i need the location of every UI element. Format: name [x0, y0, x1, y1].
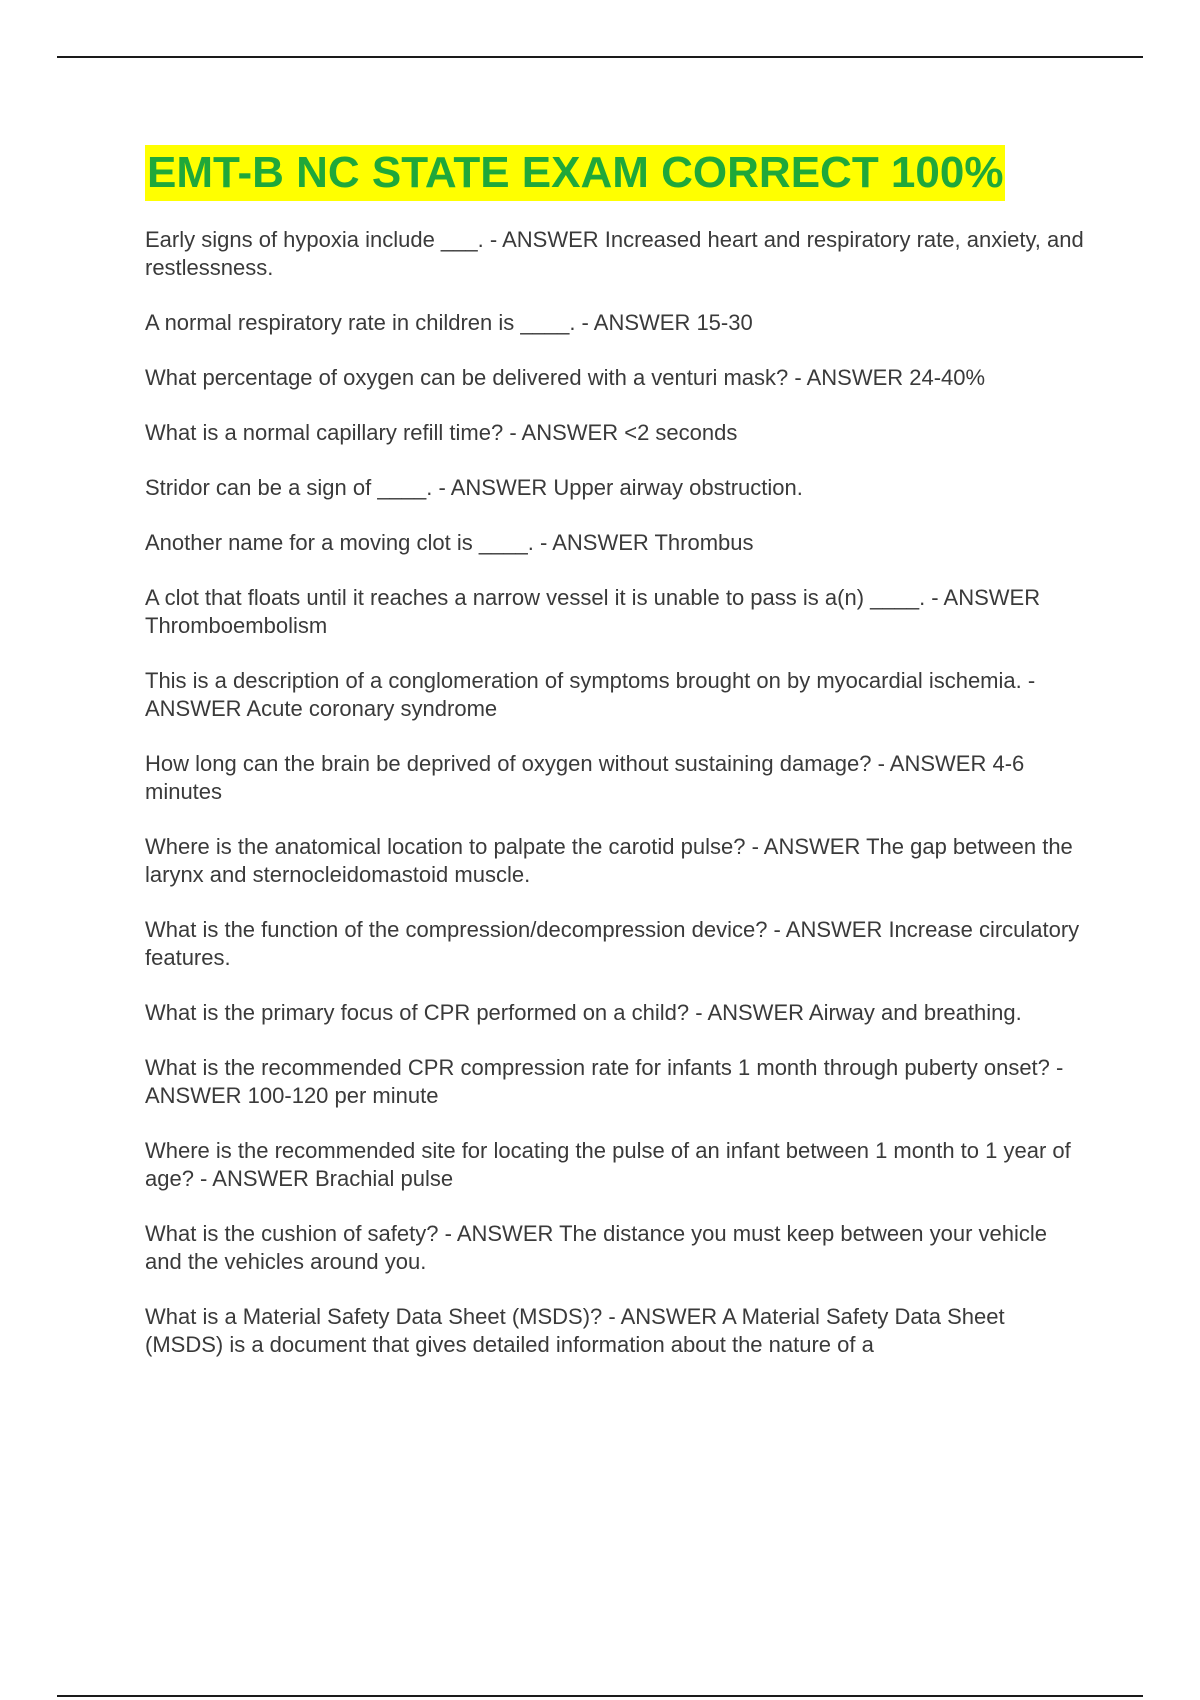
qa-item: Another name for a moving clot is ____. - ANSWER Thrombus — [145, 530, 754, 555]
document-title: EMT-B NC STATE EXAM CORRECT 100% — [145, 145, 1005, 201]
header-rule — [57, 56, 1143, 58]
qa-item: What is the recommended CPR compression rate for infants 1 month through puberty onset? - ANSWER 100-120 per minute — [145, 1055, 1064, 1108]
qa-item: What is a normal capillary refill time? - ANSWER <2 seconds — [145, 420, 738, 445]
qa-item: A normal respiratory rate in children is ____. - ANSWER 15-30 — [145, 310, 753, 335]
qa-item: Where is the recommended site for locating the pulse of an infant between 1 month to 1 year of age? - ANSWER Brachial pulse — [145, 1138, 1071, 1191]
qa-item: Early signs of hypoxia include ___. - ANSWER Increased heart and respiratory rate, anxiety, and restlessness. — [145, 227, 1084, 280]
qa-item: What is the function of the compression/decompression device? - ANSWER Increase circulatory features. — [145, 917, 1080, 970]
qa-item: What is a Material Safety Data Sheet (MSDS)? - ANSWER A Material Safety Data Sheet (MSDS) is a document that gives detailed information about the nature of a — [145, 1304, 1005, 1357]
qa-item: A clot that floats until it reaches a narrow vessel it is unable to pass is a(n) ____. - ANSWER Thromboembolism — [145, 585, 1041, 638]
qa-item: What is the cushion of safety? - ANSWER The distance you must keep between your vehicle and the vehicles around you. — [145, 1221, 1048, 1274]
qa-list — [145, 226, 1085, 1359]
qa-item: What is the primary focus of CPR performed on a child? - ANSWER Airway and breathing. — [145, 1000, 1022, 1025]
document-body — [145, 145, 1085, 1386]
qa-item: What percentage of oxygen can be delivered with a venturi mask? - ANSWER 24-40% — [145, 365, 986, 390]
qa-item: Stridor can be a sign of ____. - ANSWER Upper airway obstruction. — [145, 475, 803, 500]
qa-item: Where is the anatomical location to palpate the carotid pulse? - ANSWER The gap between the larynx and sternocleidomastoid muscle. — [145, 834, 1073, 887]
qa-item: This is a description of a conglomeration of symptoms brought on by myocardial ischemia. - ANSWER Acute coronary syndrome — [145, 668, 1036, 721]
footer-rule — [57, 1695, 1143, 1697]
qa-item: How long can the brain be deprived of oxygen without sustaining damage? - ANSWER 4-6 minutes — [145, 751, 1025, 804]
